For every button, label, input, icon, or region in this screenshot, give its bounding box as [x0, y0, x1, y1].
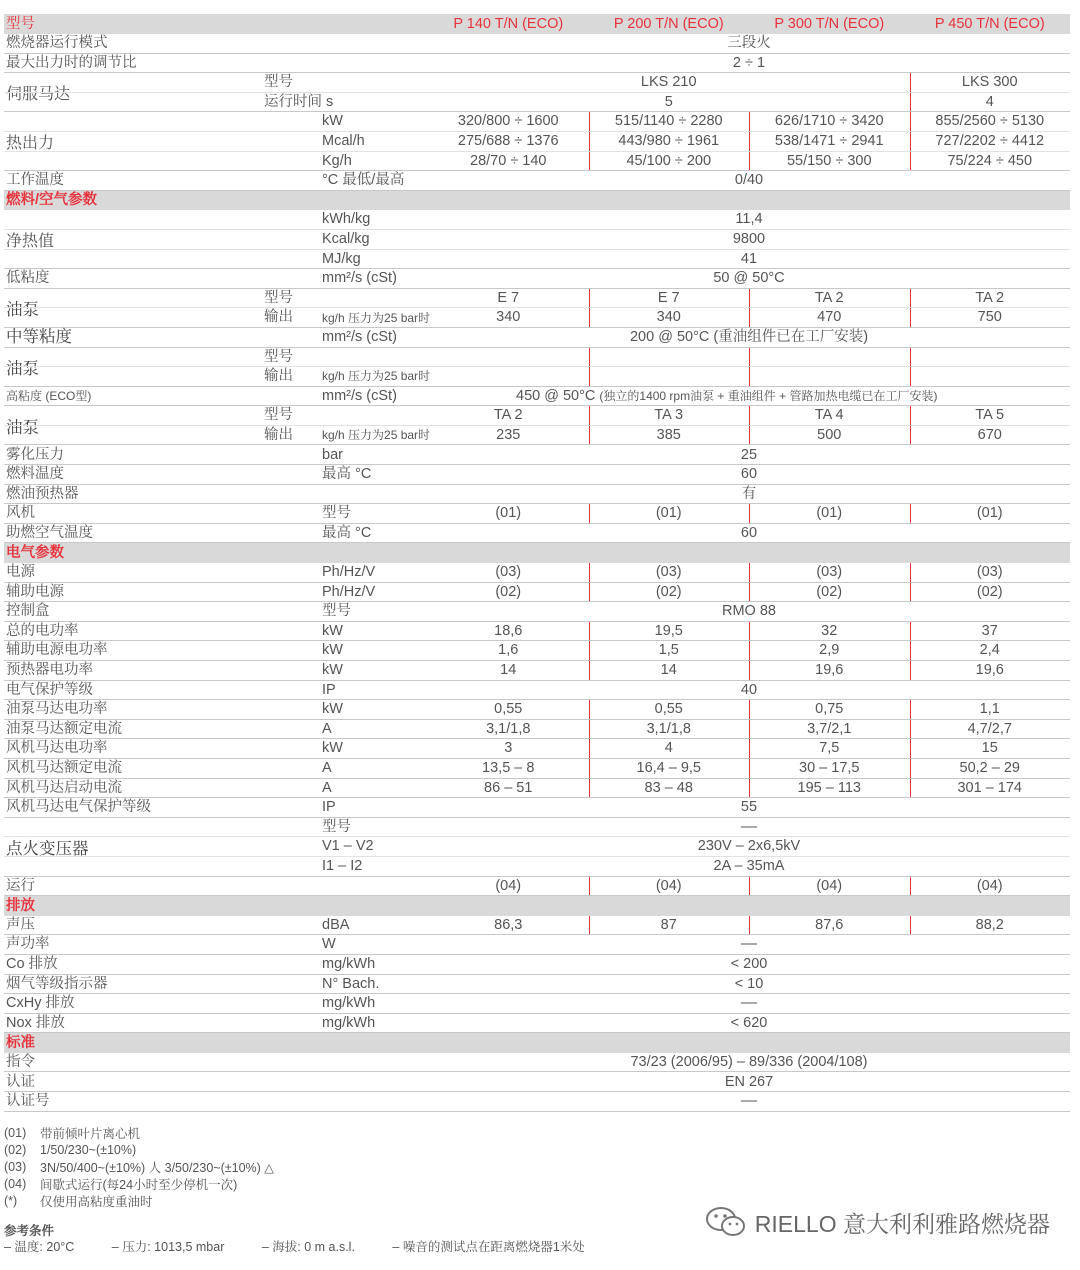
row-label: 电源 [6, 564, 35, 581]
footnote: (02) 1/50/230~(±10%) [4, 1142, 137, 1157]
row-value: 30 – 17,5 [749, 759, 910, 778]
unit-label: Ph/Hz/V [322, 564, 376, 581]
row-value: TA 5 [910, 406, 1071, 425]
row-value: (03) [589, 563, 750, 582]
row-value: 301 – 174 [910, 779, 1071, 798]
unit-label: N° Bach. [322, 975, 380, 992]
unit-label: mm²/s (cSt) [322, 270, 397, 287]
row-value: 0,55 [589, 700, 750, 719]
model-name: P 300 T/N (ECO) [774, 15, 885, 32]
sub-label: 输出 [264, 309, 293, 326]
spec-row [4, 1072, 1070, 1092]
row-label: 燃烧器运行模式 [6, 35, 108, 52]
row-value: 670 [910, 426, 1071, 445]
unit-label: 型号 [322, 818, 351, 835]
unit-label: I1 – I2 [322, 857, 363, 874]
unit-label: A [322, 760, 332, 777]
spec-row [4, 485, 1070, 505]
row-label: 风机马达电功率 [6, 740, 108, 757]
row-value: 19,6 [749, 661, 910, 680]
row-value: 275/688 ÷ 1376 [457, 133, 559, 150]
row-value: (04) [495, 877, 522, 894]
row-value: 340 [496, 309, 521, 326]
row-value: 340 [589, 308, 750, 327]
unit-label: dBA [322, 916, 350, 933]
row-value: 40 [740, 681, 758, 698]
reference-item: – 压力: 1013,5 mbar [111, 1240, 225, 1254]
sub-label: 型号 [264, 407, 293, 424]
spec-row [4, 269, 1070, 289]
ncv-group [4, 210, 1070, 269]
section-header [4, 896, 1070, 916]
row-value: 4 [910, 93, 1071, 112]
row-value: 3 [504, 740, 513, 757]
unit-label: Ph/Hz/V [322, 583, 376, 600]
spec-row [4, 406, 1070, 426]
spec-row [4, 1092, 1070, 1112]
row-value: 55 [740, 799, 758, 816]
row-label: 点火变压器 [6, 840, 89, 859]
row-value: LKS 300 [910, 73, 1071, 92]
row-label: 油泵马达额定电流 [6, 720, 122, 737]
unit-label: MJ/kg [322, 250, 361, 267]
row-label: 风机马达电气保护等级 [6, 799, 151, 816]
header-label: 型号 [6, 15, 35, 32]
spec-row [4, 681, 1070, 701]
row-value: 2,4 [910, 641, 1071, 660]
row-value: 14 [589, 661, 750, 680]
spec-row [4, 230, 1070, 250]
row-label: 净热值 [6, 233, 55, 251]
row-value: 4 [589, 739, 750, 758]
row-value: 50,2 – 29 [910, 759, 1071, 778]
row-value: 45/100 ÷ 200 [589, 152, 750, 171]
row-label: 辅助电源电功率 [6, 642, 108, 659]
sub-label: 型号 [264, 289, 293, 306]
spec-row [4, 994, 1070, 1014]
row-label: 伺服马达 [6, 86, 71, 104]
unit-label: kg/h 压力为25 bar时 [322, 428, 431, 443]
row-value: TA 2 [749, 289, 910, 308]
row-label: 热出力 [6, 135, 55, 153]
row-value: 73/23 (2006/95) – 89/336 (2004/108) [630, 1053, 868, 1070]
row-value: 60 [740, 466, 758, 483]
spec-row [4, 563, 1070, 583]
unit-label: kg/h 压力为25 bar时 [322, 310, 431, 325]
row-value: 1,6 [498, 642, 519, 659]
row-value: 450 @ 50°C (独立的1400 rpm油泵 + 重油组件 + 管路加热电缆已在工厂安装) [516, 387, 938, 404]
spec-row [4, 308, 1070, 328]
row-value: 87 [589, 916, 750, 935]
row-value: (01) [495, 505, 522, 522]
spec-row [4, 34, 1070, 54]
row-value: (01) [910, 504, 1071, 523]
unit-label: bar [322, 446, 343, 463]
section-header [4, 191, 1070, 211]
unit-label: IP [322, 681, 336, 698]
unit-label: kW [322, 622, 343, 639]
row-value: 320/800 ÷ 1600 [457, 113, 559, 130]
section-header [4, 1033, 1070, 1053]
row-label: 认证 [6, 1073, 35, 1090]
row-value: (02) [749, 583, 910, 602]
ignition-group [4, 818, 1070, 877]
spec-table [4, 14, 1070, 1112]
unit-label: 最高 °C [322, 466, 372, 483]
row-value: 88,2 [910, 916, 1071, 935]
unit-label: W [322, 936, 336, 953]
unit-label: kW [322, 642, 343, 659]
unit-label: A [322, 720, 332, 737]
row-value: 727/2202 ÷ 4412 [910, 132, 1071, 151]
row-value: (03) [749, 563, 910, 582]
unit-label: kWh/kg [322, 211, 371, 228]
row-value: LKS 210 [640, 74, 697, 91]
spec-row [4, 210, 1070, 230]
row-value: 25 [740, 446, 758, 463]
spec-row [4, 445, 1070, 465]
servo-group [4, 73, 1070, 112]
row-value: TA 2 [493, 407, 523, 424]
unit-label: mm²/s (cSt) [322, 328, 397, 345]
pump-group-3 [4, 406, 1070, 445]
row-value: 32 [749, 622, 910, 641]
row-value: 14 [500, 662, 517, 679]
unit-label: 最高 °C [322, 524, 372, 541]
section-title: 燃料/空气参数 [6, 192, 98, 209]
footnote: (01) 带前倾叶片离心机 [4, 1125, 141, 1141]
row-value: 有 [741, 485, 757, 502]
spec-row [4, 877, 1070, 897]
model-name: P 450 T/N (ECO) [934, 15, 1045, 32]
heat-output-group [4, 112, 1070, 171]
row-value: 3,1/1,8 [486, 720, 531, 737]
model-header-row [4, 14, 1070, 34]
row-label: 雾化压力 [6, 446, 64, 463]
row-value: 4,7/2,7 [910, 720, 1071, 739]
row-value: 855/2560 ÷ 5130 [910, 112, 1071, 131]
row-value: 470 [749, 308, 910, 327]
row-value: 3,1/1,8 [589, 720, 750, 739]
spec-row [4, 602, 1070, 622]
row-label: 预热器电功率 [6, 662, 93, 679]
row-label: 油泵马达电功率 [6, 701, 108, 718]
row-label: 低粘度 [6, 270, 50, 287]
spec-row [4, 152, 1070, 172]
sub-label: 输出 [264, 368, 293, 385]
row-label: 烟气等级指示器 [6, 975, 108, 992]
pump-group-1 [4, 289, 1070, 328]
unit-label: kW [322, 662, 343, 679]
unit-label: mg/kWh [322, 1014, 376, 1031]
sub-label: 输出 [264, 426, 293, 443]
row-value: 三段火 [727, 35, 771, 52]
row-label: 声压 [6, 916, 35, 933]
spec-row [4, 348, 1070, 368]
row-label: 声功率 [6, 936, 50, 953]
row-value: E 7 [497, 289, 520, 306]
spec-row [4, 622, 1070, 642]
footnotes [4, 1124, 274, 1209]
row-value: 50 @ 50°C [713, 270, 785, 287]
unit-label: °C 最低/最高 [322, 172, 405, 189]
row-value: 538/1471 ÷ 2941 [749, 132, 910, 151]
spec-row [4, 818, 1070, 838]
row-value: (03) [495, 564, 522, 581]
row-value: 5 [664, 93, 673, 110]
row-value: 86 – 51 [484, 779, 533, 796]
row-label: 风机 [6, 505, 35, 522]
spec-row [4, 387, 1070, 407]
spec-row [4, 93, 1070, 113]
row-value: 230V – 2x6,5kV [697, 838, 801, 855]
row-value: 0/40 [734, 172, 764, 189]
row-value: EN 267 [724, 1073, 774, 1090]
spec-row [4, 759, 1070, 779]
row-value: 37 [910, 622, 1071, 641]
brand-text: RIELLO 意大利利雅路燃烧器 [754, 1210, 1050, 1237]
row-value: 7,5 [749, 739, 910, 758]
sub-label: 型号 [264, 348, 293, 365]
row-value: (02) [495, 583, 522, 600]
row-label: 指令 [6, 1053, 35, 1070]
row-value: 11,4 [735, 211, 763, 228]
unit-label: mg/kWh [322, 995, 376, 1012]
spec-row [4, 916, 1070, 936]
spec-row [4, 1014, 1070, 1034]
section-header [4, 543, 1070, 563]
row-label: 中等粘度 [6, 327, 72, 346]
row-value: 28/70 ÷ 140 [470, 152, 547, 169]
row-value: 235 [496, 426, 521, 443]
row-label: 工作温度 [6, 172, 64, 189]
unit-label: Kcal/kg [322, 230, 370, 247]
row-label: 油泵 [6, 301, 39, 320]
reference-item: – 噪音的测试点在距离燃烧器1米处 [392, 1240, 585, 1254]
row-value: 87,6 [749, 916, 910, 935]
row-label: 油泵 [6, 360, 39, 378]
row-label: CxHy 排放 [6, 995, 75, 1012]
row-value: 15 [910, 739, 1071, 758]
model-name: P 140 T/N (ECO) [453, 15, 564, 32]
row-label: Co 排放 [6, 955, 58, 972]
row-value: 1,5 [589, 641, 750, 660]
row-label: 燃油预热器 [6, 485, 79, 502]
section-title: 排放 [6, 897, 35, 914]
row-value: 2A – 35mA [713, 857, 785, 874]
row-label: 风机马达额定电流 [6, 760, 122, 777]
row-value: 13,5 – 8 [482, 760, 535, 777]
spec-row [4, 661, 1070, 681]
row-label: 电气保护等级 [6, 681, 93, 698]
spec-row [4, 857, 1070, 877]
row-label: 油泵 [6, 418, 39, 437]
spec-row [4, 112, 1070, 132]
row-value: TA 4 [749, 406, 910, 425]
footnote: (03) 3N/50/400~(±10%) 人 3/50/230~(±10%) △ [4, 1159, 274, 1175]
row-value: (04) [589, 877, 750, 896]
standard-rows [4, 1053, 1070, 1112]
spec-row [4, 837, 1070, 857]
row-label: 总的电功率 [6, 622, 79, 639]
pump-group-2 [4, 348, 1070, 387]
unit-label: kW [322, 701, 343, 718]
spec-row [4, 171, 1070, 191]
spec-row [4, 583, 1070, 603]
spec-row [4, 54, 1070, 74]
row-label: 风机马达启动电流 [6, 779, 122, 796]
row-value: 2,9 [749, 641, 910, 660]
spec-row [4, 250, 1070, 270]
row-value: 9800 [732, 230, 766, 247]
row-value: –– [740, 995, 758, 1012]
row-label: 辅助电源 [6, 583, 64, 600]
spec-row [4, 328, 1070, 348]
row-value: 0,75 [749, 700, 910, 719]
row-value: 75/224 ÷ 450 [910, 152, 1071, 171]
row-value: 443/980 ÷ 1961 [589, 132, 750, 151]
row-value: 626/1710 ÷ 3420 [749, 112, 910, 131]
footnote: (04) 间歇式运行(每24小时至少停机一次) [4, 1176, 238, 1192]
unit-label: V1 – V2 [322, 838, 374, 855]
row-value: (01) [589, 504, 750, 523]
row-value: (01) [749, 504, 910, 523]
spec-row [4, 739, 1070, 759]
row-label: 助燃空气温度 [6, 524, 93, 541]
spec-row [4, 955, 1070, 975]
row-value: E 7 [589, 289, 750, 308]
emission-rows [4, 916, 1070, 1034]
unit-label: mg/kWh [322, 955, 376, 972]
row-value: 18,6 [494, 622, 523, 639]
row-value: 16,4 – 9,5 [589, 759, 750, 778]
spec-row [4, 465, 1070, 485]
unit-label: 型号 [322, 603, 351, 620]
row-value: RMO 88 [722, 603, 776, 620]
spec-row [4, 700, 1070, 720]
unit-label: mm²/s (cSt) [322, 387, 397, 404]
section-title: 电气参数 [6, 544, 64, 561]
unit-label: Kg/h [322, 152, 352, 169]
spec-row [4, 798, 1070, 818]
row-value: 385 [589, 426, 750, 445]
spec-row [4, 720, 1070, 740]
row-label: 运行 [6, 877, 35, 894]
reference-item: – 海拔: 0 m a.s.l. [261, 1240, 355, 1254]
spec-row [4, 426, 1070, 446]
wechat-watermark [705, 1205, 1050, 1239]
spec-row [4, 367, 1070, 387]
spec-row [4, 975, 1070, 995]
row-value: (04) [910, 877, 1071, 896]
footnote: (*) 仅使用高粘度重油时 [4, 1193, 153, 1209]
model-name: P 200 T/N (ECO) [613, 15, 724, 32]
row-value: 1,1 [910, 700, 1071, 719]
spec-row [4, 73, 1070, 93]
spec-row [4, 289, 1070, 309]
unit-label: kW [322, 740, 343, 757]
sub-label: 运行时间 s [264, 93, 334, 110]
row-value: TA 3 [589, 406, 750, 425]
spec-row [4, 779, 1070, 799]
row-value: 500 [749, 426, 910, 445]
unit-label: Mcal/h [322, 133, 365, 150]
row-value: < 200 [730, 955, 768, 972]
row-value: < 10 [734, 975, 764, 992]
reference-item: – 温度: 20°C [4, 1240, 75, 1254]
row-value: 55/150 ÷ 300 [749, 152, 910, 171]
spec-row [4, 132, 1070, 152]
row-value: 19,6 [910, 661, 1071, 680]
row-label: 燃料温度 [6, 466, 64, 483]
sub-label: 型号 [264, 74, 293, 91]
row-value: 0,55 [494, 701, 523, 718]
row-value: < 620 [730, 1014, 768, 1031]
reference-conditions [4, 1221, 619, 1255]
reference-title: 参考条件 [4, 1224, 55, 1238]
spec-row [4, 641, 1070, 661]
row-value: (03) [910, 563, 1071, 582]
spec-row [4, 524, 1070, 544]
row-value: TA 2 [910, 289, 1071, 308]
row-label: Nox 排放 [6, 1014, 65, 1031]
row-label: 最大出力时的调节比 [6, 54, 137, 71]
section-title: 标准 [6, 1034, 35, 1051]
row-value: –– [740, 936, 758, 953]
unit-label: IP [322, 799, 336, 816]
electrical-rows [4, 563, 1070, 818]
row-value: 19,5 [589, 622, 750, 641]
row-value: (02) [589, 583, 750, 602]
spec-row [4, 1053, 1070, 1073]
row-value: (02) [910, 583, 1071, 602]
row-label: 控制盒 [6, 603, 50, 620]
row-label: 高粘度 (ECO型) [6, 388, 92, 403]
row-value: –– [740, 1093, 758, 1110]
spec-row [4, 504, 1070, 524]
row-value: 2 ÷ 1 [732, 54, 766, 71]
row-value: 750 [910, 308, 1071, 327]
row-value: 86,3 [494, 916, 523, 933]
unit-label: kW [322, 113, 343, 130]
row-value: 195 – 113 [749, 779, 910, 798]
row-value: –– [740, 818, 758, 835]
row-value: 60 [740, 524, 758, 541]
unit-label: A [322, 779, 332, 796]
spec-row [4, 935, 1070, 955]
row-value: 41 [740, 250, 758, 267]
row-value: 200 @ 50°C (重油组件已在工厂安装) [629, 328, 869, 345]
unit-label: 型号 [322, 505, 351, 522]
row-value: 515/1140 ÷ 2280 [589, 112, 750, 131]
unit-label: kg/h 压力为25 bar时 [322, 369, 431, 384]
wechat-icon [705, 1205, 747, 1239]
row-value: (04) [749, 877, 910, 896]
row-value: 3,7/2,1 [749, 720, 910, 739]
row-value: 83 – 48 [589, 779, 750, 798]
row-label: 认证号 [6, 1093, 50, 1110]
